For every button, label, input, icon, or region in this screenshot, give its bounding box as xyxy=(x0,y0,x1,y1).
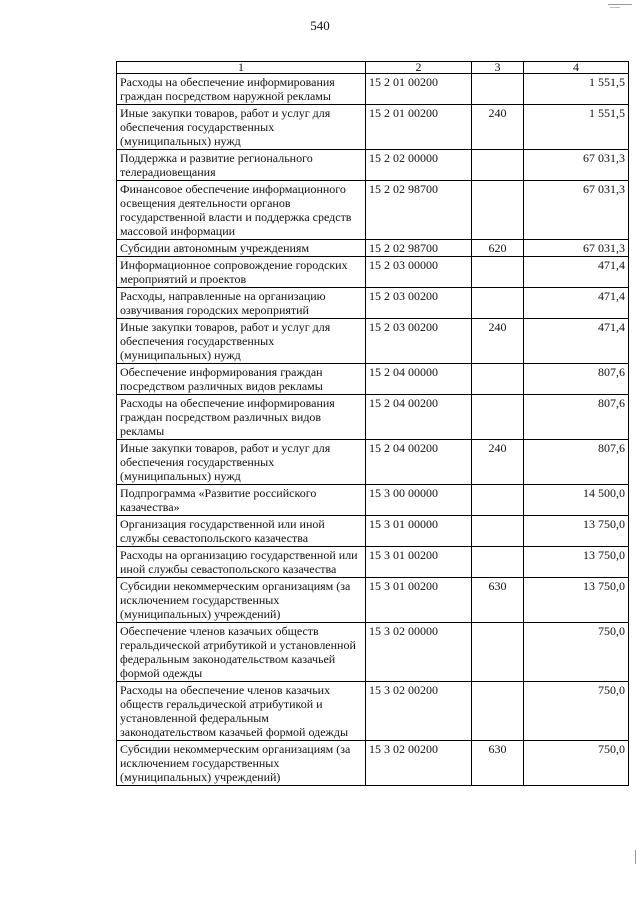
row-code-cell: 15 2 04 00000 xyxy=(366,364,472,395)
row-amount-cell: 67 031,3 xyxy=(524,150,629,181)
row-code-cell: 15 2 02 00000 xyxy=(366,150,472,181)
row-expense-type-cell xyxy=(472,547,524,578)
row-amount-cell: 471,4 xyxy=(524,288,629,319)
row-expense-type-cell: 630 xyxy=(472,741,524,786)
column-header-amount: 4 xyxy=(524,62,629,74)
row-expense-type-cell xyxy=(472,288,524,319)
row-code-cell: 15 2 04 00200 xyxy=(366,395,472,440)
row-amount-cell: 807,6 xyxy=(524,364,629,395)
row-amount-cell: 13 750,0 xyxy=(524,547,629,578)
row-expense-type-cell: 630 xyxy=(472,578,524,623)
row-code-cell: 15 3 02 00200 xyxy=(366,741,472,786)
table-row xyxy=(117,150,629,181)
row-code-cell: 15 3 01 00000 xyxy=(366,516,472,547)
table-row xyxy=(117,395,629,440)
row-expense-type-cell xyxy=(472,623,524,682)
row-amount-cell: 750,0 xyxy=(524,741,629,786)
table-row xyxy=(117,181,629,240)
row-name-cell: Подпрограмма «Развитие российского казачества» xyxy=(117,485,366,516)
row-name-cell: Субсидии некоммерческим организациям (за исключением государственных (муниципальных) учреждений) xyxy=(117,741,366,786)
row-expense-type-cell xyxy=(472,485,524,516)
table-row xyxy=(117,485,629,516)
row-code-cell: 15 2 03 00000 xyxy=(366,257,472,288)
row-code-cell: 15 3 01 00200 xyxy=(366,578,472,623)
row-name-cell: Информационное сопровождение городских мероприятий и проектов xyxy=(117,257,366,288)
row-code-cell: 15 2 02 98700 xyxy=(366,181,472,240)
budget-table xyxy=(116,61,629,786)
table-row xyxy=(117,364,629,395)
column-header-type: 3 xyxy=(472,62,524,74)
table-row xyxy=(117,288,629,319)
row-amount-cell: 13 750,0 xyxy=(524,516,629,547)
row-name-cell: Финансовое обеспечение информационного освещения деятельности органов государственной власти и поддержка средств массовой информации xyxy=(117,181,366,240)
row-amount-cell: 1 551,5 xyxy=(524,105,629,150)
row-expense-type-cell xyxy=(472,516,524,547)
row-expense-type-cell xyxy=(472,150,524,181)
table-header-row xyxy=(117,62,629,74)
row-name-cell: Субсидии некоммерческим организациям (за исключением государственных (муниципальных) учреждений) xyxy=(117,578,366,623)
row-code-cell: 15 2 03 00200 xyxy=(366,319,472,364)
row-amount-cell: 750,0 xyxy=(524,623,629,682)
budget-table-body xyxy=(117,62,629,786)
table-row xyxy=(117,578,629,623)
row-expense-type-cell: 240 xyxy=(472,105,524,150)
row-amount-cell: 67 031,3 xyxy=(524,240,629,257)
row-amount-cell: 807,6 xyxy=(524,440,629,485)
row-expense-type-cell xyxy=(472,364,524,395)
table-row xyxy=(117,319,629,364)
scan-edge-mark xyxy=(608,4,632,5)
row-expense-type-cell xyxy=(472,181,524,240)
row-name-cell: Субсидии автономным учреждениям xyxy=(117,240,366,257)
row-expense-type-cell xyxy=(472,74,524,105)
row-amount-cell: 13 750,0 xyxy=(524,578,629,623)
table-row xyxy=(117,74,629,105)
row-code-cell: 15 2 01 00200 xyxy=(366,105,472,150)
row-expense-type-cell: 240 xyxy=(472,440,524,485)
row-name-cell: Обеспечение информирования граждан посредством различных видов рекламы xyxy=(117,364,366,395)
row-code-cell: 15 3 02 00200 xyxy=(366,682,472,741)
row-expense-type-cell xyxy=(472,682,524,741)
row-amount-cell: 14 500,0 xyxy=(524,485,629,516)
row-code-cell: 15 3 00 00000 xyxy=(366,485,472,516)
row-expense-type-cell: 240 xyxy=(472,319,524,364)
row-name-cell: Расходы на обеспечение членов казачьих обществ геральдической атрибутикой и установленной федеральным законодательством казачьей формой одежды xyxy=(117,682,366,741)
row-name-cell: Обеспечение членов казачьих обществ геральдической атрибутикой и установленной федеральным законодательством казачьей формой одежды xyxy=(117,623,366,682)
row-code-cell: 15 2 02 98700 xyxy=(366,240,472,257)
row-code-cell: 15 2 03 00200 xyxy=(366,288,472,319)
row-name-cell: Поддержка и развитие регионального телерадиовещания xyxy=(117,150,366,181)
table-row xyxy=(117,741,629,786)
table-row xyxy=(117,240,629,257)
row-code-cell: 15 3 02 00000 xyxy=(366,623,472,682)
page-number: 540 xyxy=(310,18,330,33)
row-amount-cell: 471,4 xyxy=(524,319,629,364)
row-amount-cell: 1 551,5 xyxy=(524,74,629,105)
column-header-code: 2 xyxy=(366,62,472,74)
row-amount-cell: 807,6 xyxy=(524,395,629,440)
row-code-cell: 15 3 01 00200 xyxy=(366,547,472,578)
row-expense-type-cell: 620 xyxy=(472,240,524,257)
row-name-cell: Организация государственной или иной службы севастопольского казачества xyxy=(117,516,366,547)
row-expense-type-cell xyxy=(472,257,524,288)
scan-edge-mark xyxy=(610,7,620,8)
column-header-name: 1 xyxy=(117,62,366,74)
row-name-cell: Расходы на обеспечение информирования граждан посредством наружной рекламы xyxy=(117,74,366,105)
row-name-cell: Расходы на организацию государственной или иной службы севастопольского казачества xyxy=(117,547,366,578)
row-expense-type-cell xyxy=(472,395,524,440)
row-code-cell: 15 2 04 00200 xyxy=(366,440,472,485)
table-row xyxy=(117,105,629,150)
table-row xyxy=(117,547,629,578)
row-name-cell: Иные закупки товаров, работ и услуг для обеспечения государственных (муниципальных) нужд xyxy=(117,105,366,150)
row-name-cell: Расходы, направленные на организацию озвучивания городских мероприятий xyxy=(117,288,366,319)
row-amount-cell: 67 031,3 xyxy=(524,181,629,240)
table-row xyxy=(117,682,629,741)
table-row xyxy=(117,516,629,547)
table-row xyxy=(117,440,629,485)
row-name-cell: Иные закупки товаров, работ и услуг для обеспечения государственных (муниципальных) нужд xyxy=(117,319,366,364)
row-amount-cell: 471,4 xyxy=(524,257,629,288)
scan-edge-mark xyxy=(635,850,636,864)
table-row xyxy=(117,257,629,288)
row-code-cell: 15 2 01 00200 xyxy=(366,74,472,105)
table-row xyxy=(117,623,629,682)
row-amount-cell: 750,0 xyxy=(524,682,629,741)
row-name-cell: Иные закупки товаров, работ и услуг для обеспечения государственных (муниципальных) нужд xyxy=(117,440,366,485)
row-name-cell: Расходы на обеспечение информирования граждан посредством различных видов рекламы xyxy=(117,395,366,440)
